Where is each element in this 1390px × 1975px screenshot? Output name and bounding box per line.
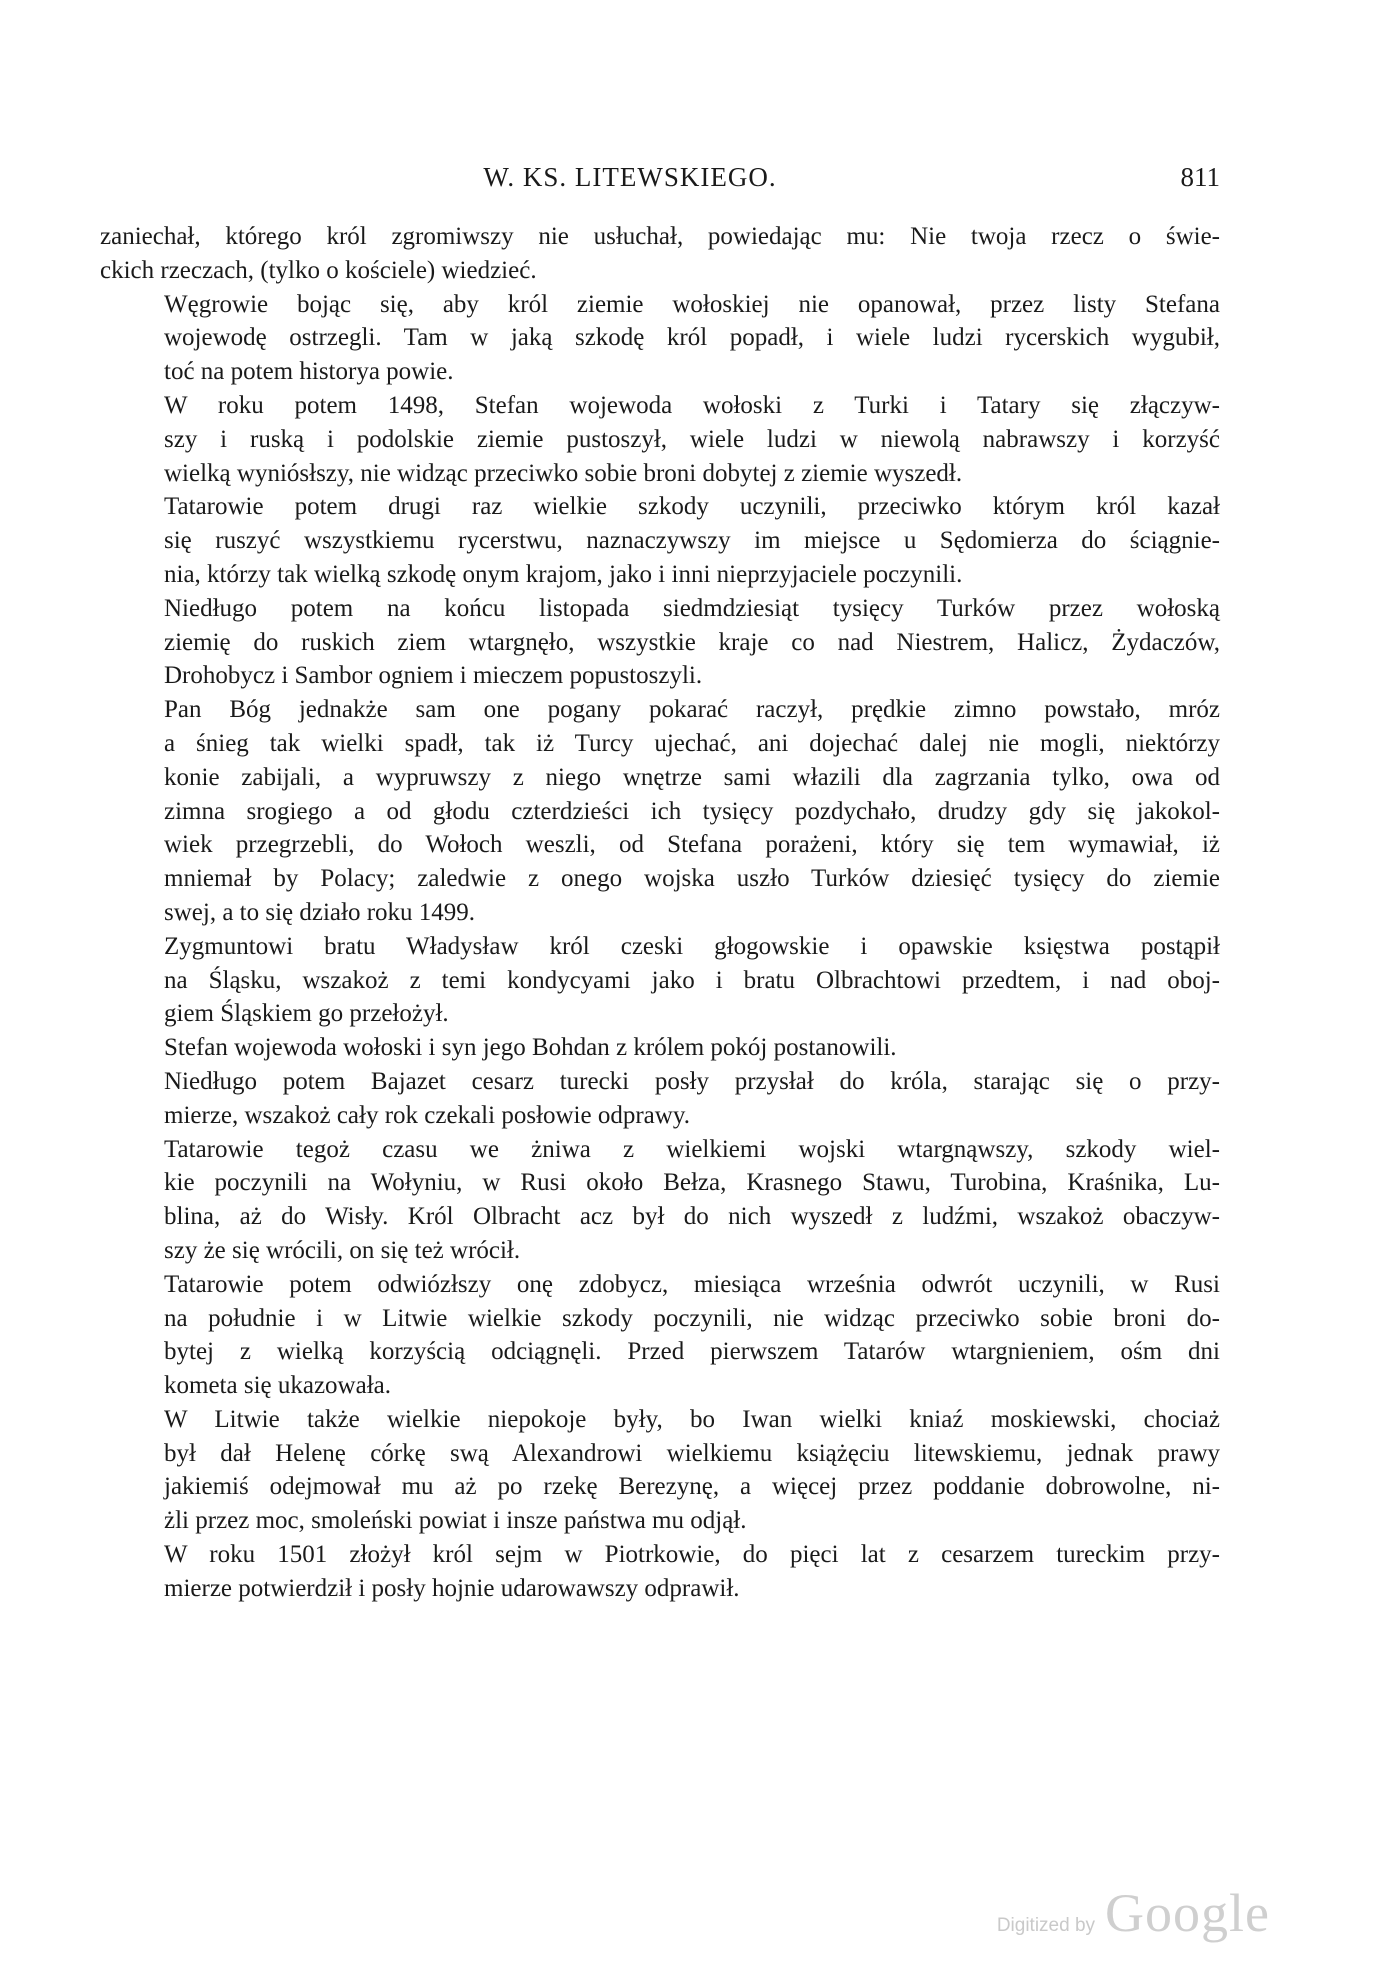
running-header bbox=[100, 162, 1220, 202]
paragraph bbox=[100, 220, 1220, 288]
text-line: ziemię do ruskich ziem wtargnęło, wszystkie kraje co nad Niestrem, Halicz, Żydaczów, bbox=[164, 628, 1220, 656]
page-number: 811 bbox=[1180, 162, 1220, 192]
paragraph bbox=[100, 1268, 1220, 1403]
text-line: się ruszyć wszystkiemu rycerstwu, naznaczywszy im miejsce u Sędomierza do ściągnie- bbox=[164, 527, 1220, 555]
paragraph bbox=[100, 1133, 1220, 1268]
text-line: kometa się ukazowała. bbox=[164, 1372, 391, 1400]
text-line: mierze potwierdził i posły hojnie udarowawszy odprawił. bbox=[164, 1574, 740, 1602]
text-line: W roku 1501 złożył król sejm w Piotrkowie, do pięci lat z cesarzem tureckim przy- bbox=[164, 1541, 1220, 1569]
text-line: W Litwie także wielkie niepokoje były, bo Iwan wielki kniaź moskiewski, chociaż bbox=[164, 1405, 1220, 1433]
paragraph bbox=[100, 490, 1220, 591]
paragraph bbox=[100, 1538, 1220, 1606]
text-line: swej, a to się działo roku 1499. bbox=[164, 898, 476, 926]
paragraph bbox=[100, 288, 1220, 389]
text-line: bytej z wielką korzyścią odciągnęli. Przed pierwszem Tatarów wtargnieniem, ośm dni bbox=[164, 1338, 1220, 1366]
text-line: nia, którzy tak wielką szkodę onym krajom, jako i inni nieprzyjaciele poczynili. bbox=[164, 560, 963, 588]
text-line: na Śląsku, wszakoż z temi kondycyami jako i bratu Olbrachtowi przedtem, i nad oboj- bbox=[164, 966, 1220, 994]
running-title: W. KS. LITEWSKIEGO. bbox=[483, 162, 777, 192]
paragraph bbox=[100, 1065, 1220, 1133]
paragraph bbox=[100, 592, 1220, 693]
paragraph bbox=[100, 1031, 1220, 1065]
text-line: blina, aż do Wisły. Król Olbracht acz był do nich wyszedł z ludźmi, wszakoż obaczyw- bbox=[164, 1203, 1220, 1231]
text-line: Stefan wojewoda wołoski i syn jego Bohdan z królem pokój postanowili. bbox=[164, 1034, 897, 1062]
text-line: a śnieg tak wielki spadł, tak iż Turcy ujechać, ani dojechać dalej nie mogli, niektórzy bbox=[164, 729, 1220, 757]
text-line: Tatarowie potem drugi raz wielkie szkody uczynili, przeciwko którym król kazał bbox=[164, 493, 1220, 521]
text-line: mniemał by Polacy; zaledwie z onego wojska uszło Turków dziesięć tysięcy do ziemie bbox=[164, 865, 1220, 893]
text-line: szy że się wrócili, on się też wrócił. bbox=[164, 1236, 521, 1264]
text-line: konie zabijali, a wypruwszy z niego wnętrze sami włazili dla zagrzania tylko, owa od bbox=[164, 763, 1220, 791]
text-line: giem Śląskiem go przełożył. bbox=[164, 1000, 449, 1028]
text-line: zimna srogiego a od głodu czterdzieści ich tysięcy pozdychało, drudzy gdy się jakokol- bbox=[164, 797, 1220, 825]
digitized-by-google-watermark bbox=[997, 1882, 1270, 1944]
text-line: Zygmuntowi bratu Władysław król czeski głogowskie i opawskie księstwa postąpił bbox=[164, 932, 1220, 960]
text-line: szy i ruską i podolskie ziemie pustoszył, wiele ludzi w niewolą nabrawszy i korzyść bbox=[164, 425, 1220, 453]
text-line: wojewodę ostrzegli. Tam w jaką szkodę król popadł, i wiele ludzi rycerskich wygubił, bbox=[164, 324, 1220, 352]
text-line: ckich rzeczach, (tylko o kościele) wiedzieć. bbox=[100, 256, 537, 284]
paragraph bbox=[100, 930, 1220, 1031]
text-line: na południe i w Litwie wielkie szkody poczynili, nie widząc przeciwko sobie broni do- bbox=[164, 1304, 1220, 1332]
text-line: wielką wyniósłszy, nie widząc przeciwko sobie broni dobytej z ziemie wyszedł. bbox=[164, 459, 963, 487]
text-line: jakiemiś odejmował mu aż po rzekę Berezynę, a więcej przez poddanie dobrowolne, ni- bbox=[164, 1473, 1220, 1501]
text-line: Niedługo potem Bajazet cesarz turecki posły przysłał do króla, starając się o przy- bbox=[164, 1067, 1220, 1095]
text-line: wiek przegrzebli, do Wołoch weszli, od Stefana porażeni, który się tem wymawiał, iż bbox=[164, 831, 1220, 859]
text-line: toć na potem historya powie. bbox=[164, 358, 454, 386]
text-line: Niedługo potem na końcu listopada siedmdziesiąt tysięcy Turków przez wołoską bbox=[164, 594, 1220, 622]
text-line: kie poczynili na Wołyniu, w Rusi około Bełza, Krasnego Stawu, Turobina, Kraśnika, Lu- bbox=[164, 1169, 1220, 1197]
paragraph bbox=[100, 389, 1220, 490]
text-line: Tatarowie potem odwiózłszy onę zdobycz, miesiąca września odwrót uczynili, w Rusi bbox=[164, 1270, 1220, 1298]
text-line: W roku potem 1498, Stefan wojewoda wołoski z Turki i Tatary się złączyw- bbox=[164, 391, 1220, 419]
text-line: Pan Bóg jednakże sam one pogany pokarać raczył, prędkie zimno powstało, mróz bbox=[164, 696, 1220, 724]
text-line: Drohobycz i Sambor ogniem i mieczem popustoszyli. bbox=[164, 662, 703, 690]
text-line: zaniechał, którego król zgromiwszy nie usłuchał, powiedając mu: Nie twoja rzecz o świe- bbox=[100, 223, 1220, 250]
digitized-by-label: Digitized by bbox=[996, 1915, 1096, 1936]
text-line: mierze, wszakoż cały rok czekali posłowie odprawy. bbox=[164, 1101, 690, 1129]
body-text bbox=[100, 220, 1220, 1606]
paragraph bbox=[100, 693, 1220, 930]
text-line: był dał Helenę córkę swą Alexandrowi wielkiemu książęciu litewskiemu, jednak prawy bbox=[164, 1439, 1220, 1467]
text-line: Tatarowie tegoż czasu we żniwa z wielkiemi wojski wtargnąwszy, szkody wiel- bbox=[164, 1135, 1220, 1163]
text-line: żli przez moc, smoleński powiat i insze państwa mu odjął. bbox=[164, 1507, 747, 1535]
paragraph bbox=[100, 1403, 1220, 1538]
google-logo: Google bbox=[1105, 1883, 1270, 1943]
text-line: Węgrowie bojąc się, aby król ziemie wołoskiej nie opanował, przez listy Stefana bbox=[164, 290, 1220, 318]
